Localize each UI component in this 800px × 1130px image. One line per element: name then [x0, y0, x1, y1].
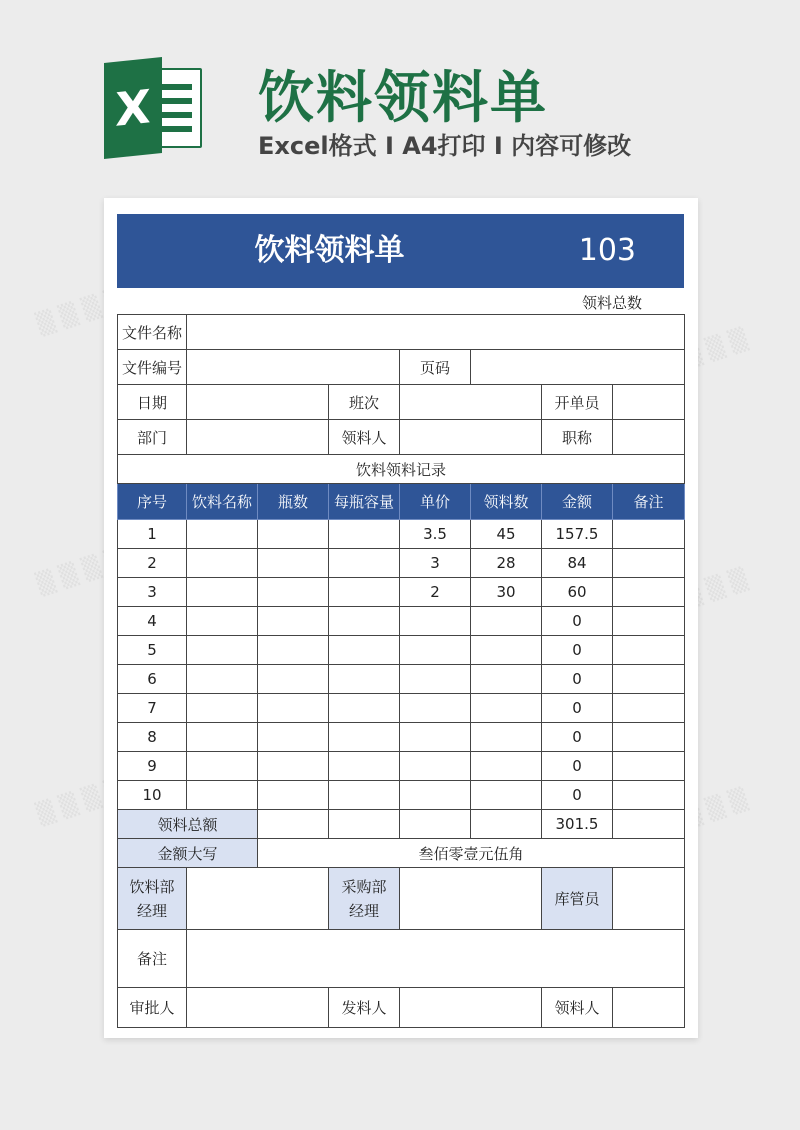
manager-sign-row	[118, 868, 685, 930]
column-header: 单价	[400, 484, 471, 520]
capacity-cell[interactable]	[329, 578, 400, 607]
bottles-cell[interactable]	[258, 578, 329, 607]
price-cell[interactable]	[400, 694, 471, 723]
table-row	[118, 636, 685, 665]
beverage-name-cell[interactable]	[187, 694, 258, 723]
column-header-row	[118, 484, 685, 520]
beverage-name-cell[interactable]	[187, 578, 258, 607]
file-no-label: 文件编号	[118, 350, 187, 385]
amount-words-label: 金额大写	[118, 839, 258, 868]
shift-cell[interactable]	[400, 385, 542, 420]
total-cell[interactable]	[400, 810, 471, 839]
banner-title: 饮料领料单	[258, 66, 548, 131]
capacity-cell[interactable]	[329, 694, 400, 723]
watermark: ▒ ▒ ▒ ▒	[658, 566, 751, 619]
remark-row	[118, 930, 685, 988]
price-cell[interactable]	[400, 781, 471, 810]
form-header	[117, 214, 684, 288]
amount-cell[interactable]: 84	[542, 549, 613, 578]
qty-cell[interactable]	[471, 636, 542, 665]
column-header: 每瓶容量	[329, 484, 400, 520]
form-title: 饮料领料单	[254, 233, 405, 268]
issuer-label: 开单员	[542, 385, 613, 420]
column-header: 瓶数	[258, 484, 329, 520]
capacity-cell[interactable]	[329, 723, 400, 752]
table-row	[118, 665, 685, 694]
row-no[interactable]: 3	[118, 578, 187, 607]
capacity-cell[interactable]	[329, 752, 400, 781]
approver-sign[interactable]	[187, 988, 329, 1028]
info-row	[118, 420, 685, 455]
qty-cell[interactable]: 28	[471, 549, 542, 578]
amount-cell[interactable]: 157.5	[542, 520, 613, 549]
bottles-cell[interactable]	[258, 723, 329, 752]
dept-cell[interactable]	[187, 420, 329, 455]
file-name-label: 文件名称	[118, 315, 187, 350]
row-no[interactable]: 5	[118, 636, 187, 665]
table-row	[118, 520, 685, 549]
row-no[interactable]: 2	[118, 549, 187, 578]
remark-cell[interactable]	[613, 723, 685, 752]
beverage-name-cell[interactable]	[187, 549, 258, 578]
bottles-cell[interactable]	[258, 607, 329, 636]
column-header: 饮料名称	[187, 484, 258, 520]
purchase-manager-sign[interactable]	[400, 868, 542, 930]
requisition-table	[117, 314, 685, 1028]
warehouse-keeper-sign[interactable]	[613, 868, 685, 930]
total-amount-value[interactable]: 301.5	[542, 810, 613, 839]
page-cell[interactable]	[471, 350, 685, 385]
watermark: ▒ ▒ ▒ ▒	[34, 776, 127, 829]
receiver-sign-label: 领料人	[542, 988, 613, 1028]
beverage-name-cell[interactable]	[187, 636, 258, 665]
row-no[interactable]: 8	[118, 723, 187, 752]
amount-cell[interactable]: 0	[542, 752, 613, 781]
row-no[interactable]: 1	[118, 520, 187, 549]
qty-cell[interactable]	[471, 694, 542, 723]
section-title: 饮料领料记录	[118, 455, 685, 484]
column-header: 备注	[613, 484, 685, 520]
remark-label: 备注	[118, 930, 187, 988]
amount-words-row	[118, 839, 685, 868]
price-cell[interactable]	[400, 723, 471, 752]
position-cell[interactable]	[613, 420, 685, 455]
qty-cell[interactable]	[471, 607, 542, 636]
bottles-cell[interactable]	[258, 636, 329, 665]
remark-cell[interactable]	[613, 636, 685, 665]
position-label: 职称	[542, 420, 613, 455]
receiver-sign[interactable]	[613, 988, 685, 1028]
excel-logo-icon	[104, 60, 204, 156]
qty-cell[interactable]: 30	[471, 578, 542, 607]
warehouse-keeper-label: 库管员	[542, 868, 613, 930]
qty-cell[interactable]	[471, 723, 542, 752]
info-row	[118, 385, 685, 420]
remark-cell[interactable]	[613, 578, 685, 607]
table-row	[118, 578, 685, 607]
row-no[interactable]: 10	[118, 781, 187, 810]
total-cell[interactable]	[471, 810, 542, 839]
beverage-name-cell[interactable]	[187, 781, 258, 810]
info-row	[118, 350, 685, 385]
price-cell[interactable]	[400, 607, 471, 636]
column-header: 金额	[542, 484, 613, 520]
capacity-cell[interactable]	[329, 665, 400, 694]
table-row	[118, 723, 685, 752]
row-no[interactable]: 7	[118, 694, 187, 723]
capacity-cell[interactable]	[329, 636, 400, 665]
row-no[interactable]: 9	[118, 752, 187, 781]
amount-cell[interactable]: 0	[542, 723, 613, 752]
amount-cell[interactable]: 0	[542, 607, 613, 636]
row-no[interactable]: 6	[118, 665, 187, 694]
qty-cell[interactable]	[471, 752, 542, 781]
beverage-name-cell[interactable]	[187, 665, 258, 694]
remark-cell[interactable]	[613, 781, 685, 810]
receiver-cell[interactable]	[400, 420, 542, 455]
column-header: 领料数	[471, 484, 542, 520]
remark-cell[interactable]	[613, 752, 685, 781]
watermark: ▒ ▒ ▒ ▒	[658, 786, 751, 839]
qty-cell[interactable]	[471, 665, 542, 694]
watermark: ▒ ▒ ▒ ▒	[34, 286, 127, 339]
price-cell[interactable]	[400, 752, 471, 781]
banner-subtitle: Excel格式 I A4打印 I 内容可修改	[258, 132, 632, 160]
info-row	[118, 315, 685, 350]
bottles-cell[interactable]	[258, 694, 329, 723]
issuer-cell[interactable]	[613, 385, 685, 420]
qty-cell[interactable]	[471, 781, 542, 810]
file-name-cell[interactable]	[187, 315, 685, 350]
bottles-cell[interactable]	[258, 520, 329, 549]
date-label: 日期	[118, 385, 187, 420]
beverage-name-cell[interactable]	[187, 723, 258, 752]
beverage-manager-label: 饮料部经理	[118, 868, 187, 930]
amount-cell[interactable]: 0	[542, 665, 613, 694]
watermark: ▒ ▒ ▒ ▒	[658, 326, 751, 379]
remark-cell[interactable]	[613, 549, 685, 578]
total-number: 103	[578, 233, 636, 268]
table-row	[118, 549, 685, 578]
purchase-manager-label: 采购部经理	[329, 868, 400, 930]
amount-cell[interactable]: 0	[542, 636, 613, 665]
beverage-name-cell[interactable]	[187, 607, 258, 636]
total-cell[interactable]	[329, 810, 400, 839]
remark-cell[interactable]	[613, 520, 685, 549]
capacity-cell[interactable]	[329, 607, 400, 636]
table-row	[118, 752, 685, 781]
beverage-name-cell[interactable]	[187, 752, 258, 781]
amount-cell[interactable]: 60	[542, 578, 613, 607]
total-row	[118, 810, 685, 839]
dispatcher-label: 发料人	[329, 988, 400, 1028]
remark-cell[interactable]	[613, 607, 685, 636]
shift-label: 班次	[329, 385, 400, 420]
item-rows	[118, 520, 685, 810]
price-cell[interactable]: 3	[400, 549, 471, 578]
receiver-label: 领料人	[329, 420, 400, 455]
qty-cell[interactable]: 45	[471, 520, 542, 549]
bottles-cell[interactable]	[258, 549, 329, 578]
logo-letter: X	[104, 57, 162, 159]
bottles-cell[interactable]	[258, 752, 329, 781]
date-cell[interactable]	[187, 385, 329, 420]
total-cell[interactable]	[613, 810, 685, 839]
bottles-cell[interactable]	[258, 781, 329, 810]
beverage-manager-sign[interactable]	[187, 868, 329, 930]
row-no[interactable]: 4	[118, 607, 187, 636]
column-header: 序号	[118, 484, 187, 520]
total-cell[interactable]	[258, 810, 329, 839]
capacity-cell[interactable]	[329, 549, 400, 578]
approval-row	[118, 988, 685, 1028]
table-row	[118, 607, 685, 636]
remark-cell[interactable]	[613, 694, 685, 723]
total-caption: 领料总数	[582, 294, 643, 312]
price-cell[interactable]: 2	[400, 578, 471, 607]
watermark: ▒ ▒ ▒ ▒	[34, 546, 127, 599]
price-cell[interactable]: 3.5	[400, 520, 471, 549]
price-cell[interactable]	[400, 665, 471, 694]
bottles-cell[interactable]	[258, 665, 329, 694]
beverage-name-cell[interactable]	[187, 520, 258, 549]
page-label: 页码	[400, 350, 471, 385]
remark-cell[interactable]	[613, 665, 685, 694]
table-row	[118, 781, 685, 810]
capacity-cell[interactable]	[329, 781, 400, 810]
table-row	[118, 694, 685, 723]
section-row	[118, 455, 685, 484]
capacity-cell[interactable]	[329, 520, 400, 549]
amount-words-value[interactable]: 叁佰零壹元伍角	[258, 839, 685, 868]
dispatcher-sign[interactable]	[400, 988, 542, 1028]
remark-cell[interactable]	[187, 930, 685, 988]
price-cell[interactable]	[400, 636, 471, 665]
approver-label: 审批人	[118, 988, 187, 1028]
dept-label: 部门	[118, 420, 187, 455]
file-no-cell[interactable]	[187, 350, 400, 385]
amount-cell[interactable]: 0	[542, 694, 613, 723]
total-amount-label: 领料总额	[118, 810, 258, 839]
amount-cell[interactable]: 0	[542, 781, 613, 810]
